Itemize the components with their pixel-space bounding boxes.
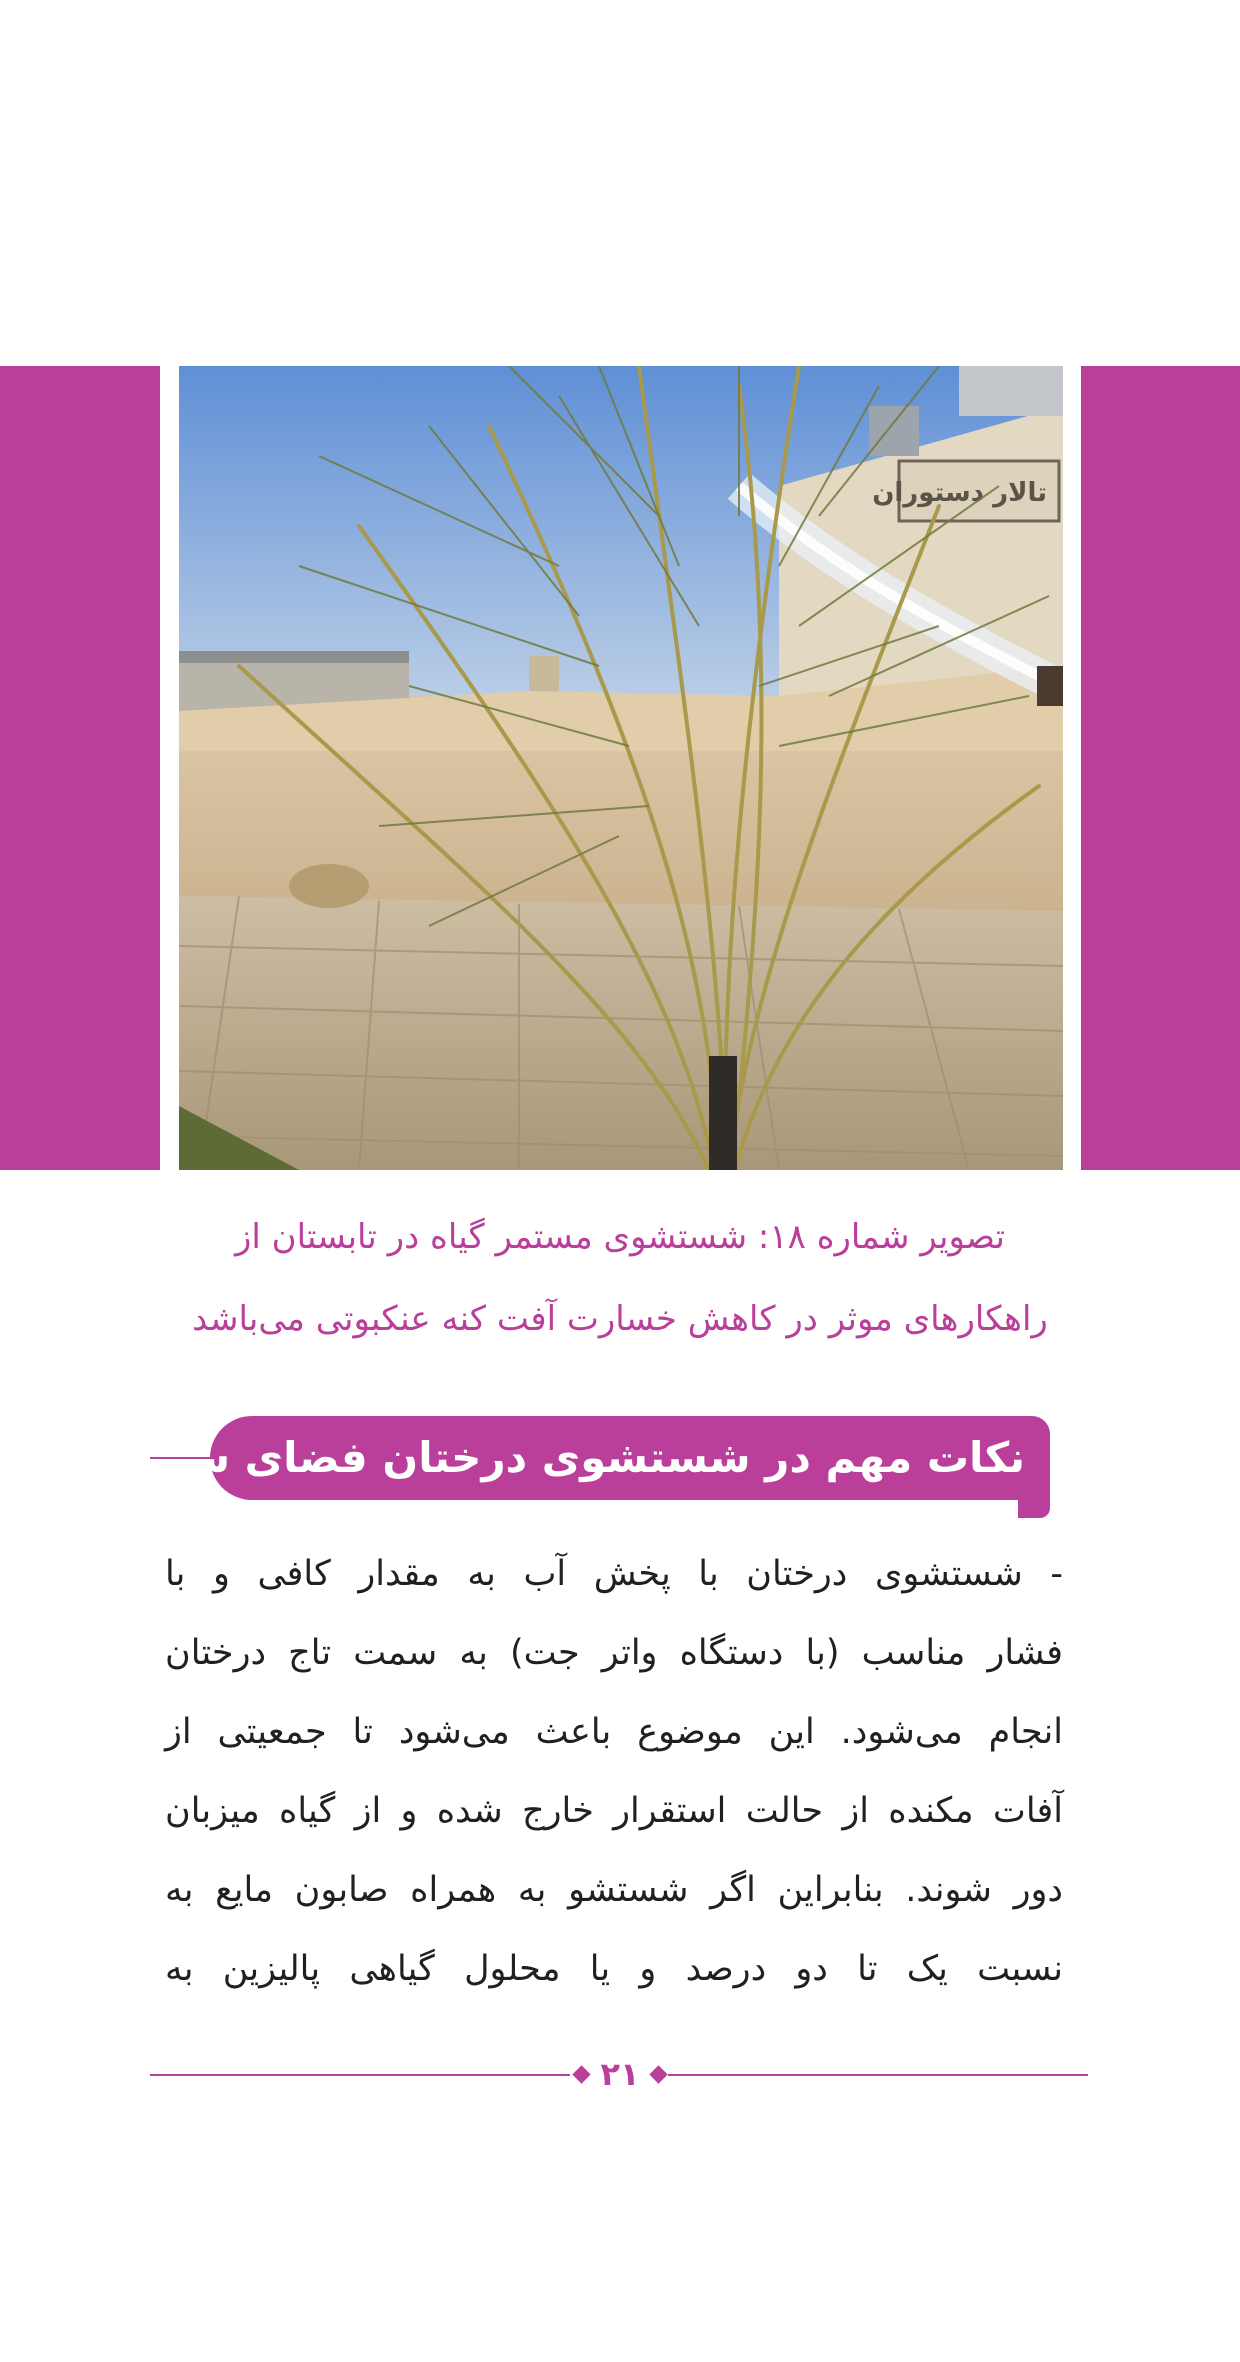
body-line-2: فشار مناسب (با دستگاه واتر جت) به سمت تاج درختان bbox=[165, 1633, 1063, 1673]
figure-caption bbox=[160, 1196, 1080, 1360]
photo-wall-sign: تالار دستوران bbox=[872, 478, 1047, 508]
footer-rule-right bbox=[668, 2074, 1088, 2076]
body-line-3: انجام می‌شود. این موضوع باعث می‌شود تا جمعیتی از bbox=[165, 1712, 1063, 1752]
body-line-4: آفات مکنده از حالت استقرار خارج شده و از گیاه میزبان bbox=[165, 1791, 1063, 1831]
page-number: ۲۱ bbox=[600, 2055, 640, 2093]
caption-line-1: تصویر شماره ۱۸: شستشوی مستمر گیاه در تابستان از bbox=[235, 1217, 1005, 1257]
body-line-1: - شستشوی درختان با پخش آب به مقدار کافی و با bbox=[165, 1554, 1063, 1594]
body-paragraph bbox=[165, 1535, 1063, 2009]
body-line-5: دور شوند. بنابراین اگر شستشو به همراه صابون مایع به bbox=[165, 1870, 1063, 1910]
body-line-6: نسبت یک تا دو درصد و یا محلول گیاهی پالیزین به bbox=[165, 1949, 1063, 1989]
right-accent-band bbox=[1081, 366, 1240, 1170]
plant-watering-photo bbox=[179, 366, 1063, 1170]
section-heading: نکات مهم در شستشوی درختان فضای سبز: bbox=[128, 1433, 1025, 1482]
caption-line-2: راهکارهای موثر در کاهش خسارت آفت کنه عنکبوتی می‌باشد bbox=[192, 1299, 1048, 1339]
left-accent-band bbox=[0, 366, 160, 1170]
footer-rule-left bbox=[150, 2074, 570, 2076]
